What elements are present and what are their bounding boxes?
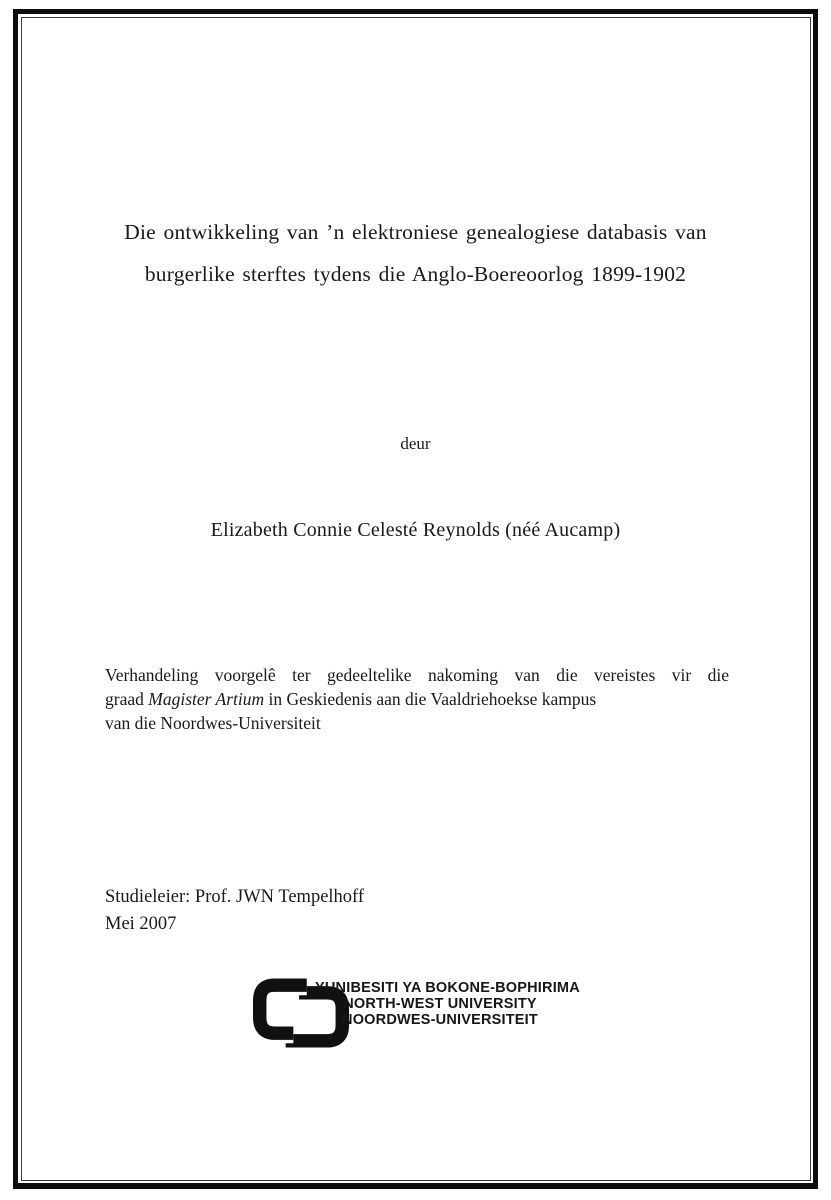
university-logo-text <box>315 980 580 1028</box>
degree-statement-line2-post: in Geskiedenis aan die Vaaldriehoekse kampus <box>264 689 597 709</box>
university-logo <box>253 974 593 1054</box>
degree-statement-line2-pre: graad <box>105 689 149 709</box>
degree-statement <box>105 663 729 735</box>
logo-text-setswana: YUNIBESITI YA BOKONE-BOPHIRIMA <box>315 980 580 996</box>
logo-text-afrikaans: NOORDWES-UNIVERSITEIT <box>342 1012 538 1028</box>
degree-statement-line1: Verhandeling voorgelê ter gedeeltelike nakoming van die vereistes vir die <box>105 665 729 685</box>
supervisor-line: Studieleier: Prof. JWN Tempelhoff <box>105 887 365 907</box>
logo-text-english: NORTH-WEST UNIVERSITY <box>343 996 537 1012</box>
thesis-title-line2: burgerlike sterftes tydens die Anglo-Boereoorlog 1899-1902 <box>144 262 687 286</box>
date-line: Mei 2007 <box>105 914 177 934</box>
author-name: Elizabeth Connie Celesté Reynolds (néé Aucamp) <box>210 519 621 541</box>
supervisor-block <box>105 884 364 938</box>
thesis-title-line1: Die ontwikkeling van ’n elektroniese genealogiese databasis van <box>124 220 707 244</box>
degree-statement-line3: van die Noordwes-Universiteit <box>105 713 321 733</box>
degree-name-italic: Magister Artium <box>148 689 265 709</box>
thesis-title <box>60 211 771 295</box>
byline-label: deur <box>400 434 431 453</box>
degree-statement-line2 <box>105 687 729 711</box>
